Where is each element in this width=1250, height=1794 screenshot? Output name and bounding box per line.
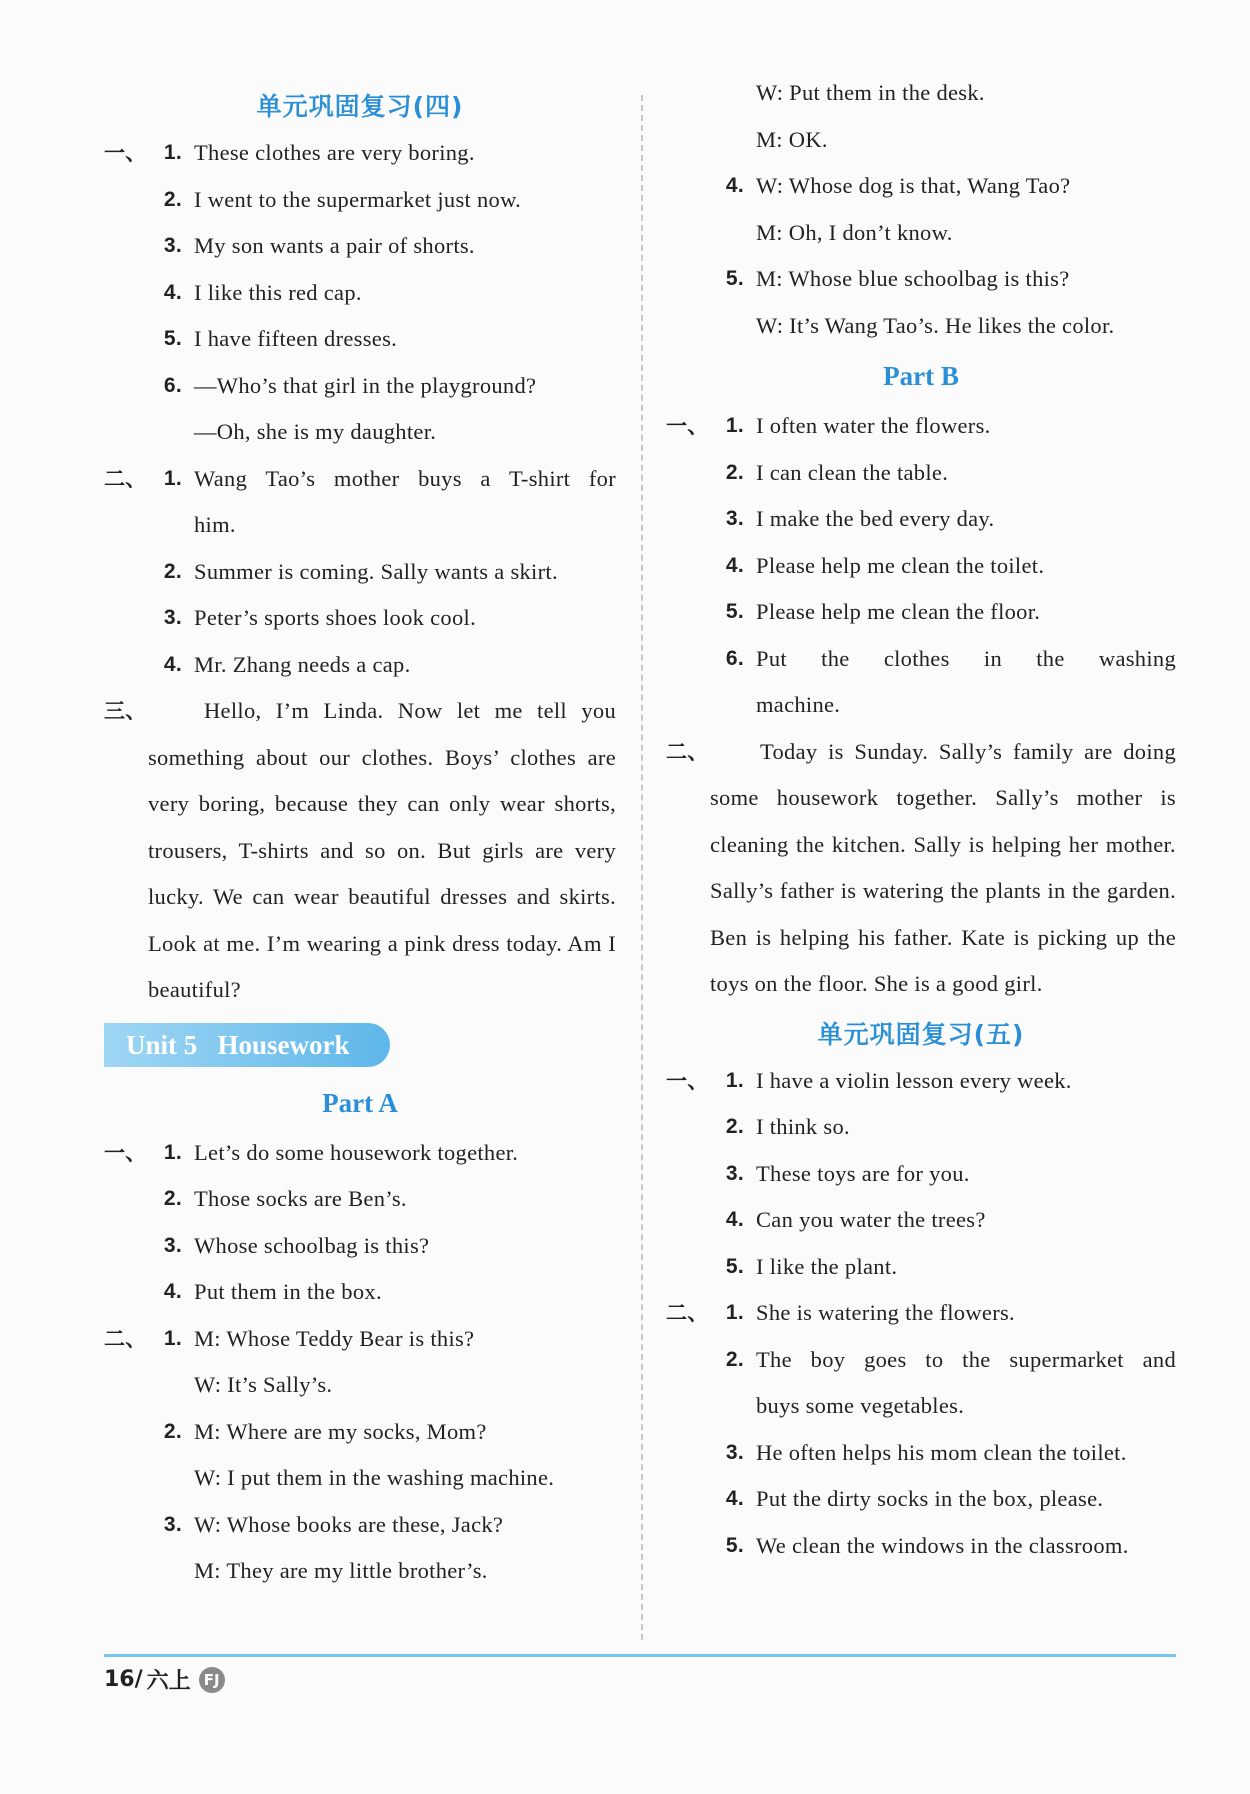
list-item (666, 1383, 1176, 1430)
item-number (710, 210, 756, 257)
item-text: I have a violin lesson every week. (756, 1067, 1072, 1093)
part-a-heading: Part A (322, 1087, 398, 1118)
section-label (104, 270, 148, 317)
item-number (710, 303, 756, 350)
list-item (104, 456, 616, 503)
item-text: Mr. Zhang needs a cap. (194, 651, 411, 677)
grade-label: 六上 (146, 1669, 191, 1694)
list-item (104, 1455, 616, 1502)
item-number: 3. (725, 1161, 744, 1185)
item-number: 5. (725, 600, 744, 623)
item-number: 1. (163, 141, 182, 164)
item-number: 1. (163, 1326, 182, 1350)
section-label (666, 682, 710, 729)
page-footer (104, 1664, 225, 1695)
section-label: 一、 (666, 1068, 709, 1093)
passage-text (104, 688, 616, 1014)
list-item (104, 130, 616, 177)
item-number: 1. (725, 414, 744, 437)
item-text: I make the bed every day. (756, 506, 995, 531)
list-item (104, 409, 616, 456)
item-number (710, 682, 756, 729)
section-label (666, 163, 710, 210)
item-text: I can clean the table. (756, 459, 949, 485)
item-number: 3. (725, 507, 744, 530)
section-label: 一、 (104, 1140, 147, 1165)
list-item (104, 316, 616, 363)
list-item (666, 403, 1176, 450)
list-item (104, 642, 616, 689)
left-column (104, 84, 616, 1595)
list-item (666, 1104, 1176, 1151)
section-label (104, 502, 148, 549)
review-heading-5: 单元巩固复习(五) (817, 1019, 1025, 1049)
review-heading-4: 单元巩固复习(四) (256, 92, 464, 121)
section-r-cont (666, 70, 1176, 349)
section-label (666, 70, 710, 117)
section-label (104, 1548, 148, 1595)
section-l-a2 (104, 1316, 616, 1595)
section-label (104, 595, 148, 642)
item-text: My son wants a pair of shorts. (194, 233, 475, 258)
section-label (666, 256, 710, 303)
item-text: M: Where are my socks, Mom? (194, 1418, 487, 1444)
item-text: Put the dirty socks in the box, please. (756, 1486, 1104, 1511)
item-text: I often water the flowers. (756, 413, 991, 438)
list-item (104, 1223, 616, 1270)
list-item (666, 589, 1176, 636)
section-r-r1 (666, 1058, 1176, 1291)
list-item (666, 70, 1176, 117)
section-label: 一、 (666, 414, 709, 438)
item-number (710, 1383, 756, 1430)
item-number: 4. (163, 652, 182, 676)
item-number (148, 1548, 194, 1595)
section-label (666, 1383, 710, 1430)
item-number: 6. (163, 373, 182, 397)
item-number: 4. (163, 1280, 182, 1303)
list-item (104, 223, 616, 270)
list-item (666, 682, 1176, 729)
passage-text (666, 729, 1176, 1008)
item-text: These clothes are very boring. (194, 140, 475, 165)
list-item (104, 177, 616, 224)
item-text: M: OK. (756, 126, 828, 152)
section-label: 三、 (104, 699, 147, 723)
item-number: 5. (725, 1254, 744, 1278)
edition-badge: FJ (199, 1667, 225, 1693)
item-text: The boy goes to the supermarket and (756, 1346, 1176, 1372)
item-text: Whose schoolbag is this? (194, 1232, 430, 1258)
item-number: 3. (163, 1233, 182, 1257)
list-item (666, 163, 1176, 210)
list-item (666, 1058, 1176, 1105)
section-label (104, 316, 148, 363)
item-text: him. (194, 512, 236, 537)
item-text: W: Whose books are these, Jack? (194, 1511, 504, 1537)
section-label (666, 1476, 710, 1523)
section-label (104, 1362, 148, 1409)
section-label (666, 589, 710, 636)
section-label (104, 1409, 148, 1456)
item-number: 4. (163, 280, 182, 304)
item-text: We clean the windows in the classroom. (756, 1532, 1129, 1558)
item-text: W: I put them in the washing machine. (194, 1465, 555, 1490)
item-text: Peter’s sports shoes look cool. (194, 605, 476, 630)
item-text: W: Whose dog is that, Wang Tao? (756, 173, 1071, 198)
section-label (104, 1455, 148, 1502)
section-label (666, 1244, 710, 1291)
unit-banner (104, 1014, 616, 1076)
section-label (104, 177, 148, 224)
item-text: W: It’s Sally’s. (194, 1372, 333, 1397)
section-label: 二、 (104, 466, 147, 491)
section-label (666, 496, 710, 543)
item-number (148, 409, 194, 456)
item-text: Put the clothes in the washing (756, 645, 1176, 671)
item-number: 3. (163, 1512, 182, 1536)
item-number (148, 1455, 194, 1502)
item-text: I think so. (756, 1114, 850, 1139)
list-item (104, 502, 616, 549)
item-text: Summer is coming. Sally wants a skirt. (194, 558, 558, 584)
section-label (104, 1223, 148, 1270)
item-text: I have fifteen dresses. (194, 326, 398, 351)
part-b-heading: Part B (883, 361, 959, 391)
section-label (104, 549, 148, 596)
item-number: 3. (163, 234, 182, 257)
item-number: 2. (725, 1347, 744, 1371)
item-text: Let’s do some housework together. (194, 1139, 519, 1165)
list-item (104, 1409, 616, 1456)
list-item (666, 1476, 1176, 1523)
list-item (104, 363, 616, 410)
item-number: 5. (725, 1533, 744, 1557)
list-item (666, 303, 1176, 350)
item-text: —Who’s that girl in the playground? (194, 372, 537, 398)
item-number (710, 70, 756, 117)
section-label (666, 636, 710, 683)
list-item (104, 1548, 616, 1595)
section-label: 二、 (666, 739, 709, 764)
item-number: 2. (163, 187, 182, 211)
item-text: Wang Tao’s mother buys a T-shirt for (194, 465, 616, 491)
item-text: buys some vegetables. (756, 1393, 965, 1418)
item-text: Those socks are Ben’s. (194, 1186, 407, 1211)
item-text: Put them in the box. (194, 1279, 382, 1304)
item-text: machine. (756, 692, 841, 717)
section-r-b1 (666, 403, 1176, 729)
passage-body: Today is Sunday. Sally’s family are doing some housework together. Sally’s mother is cleaning the kitchen. Sally is helping her mother. Sally’s father is watering the plants in the garden. Ben is helping his father. Kate is picking up the toys on the floor. She is a good girl. (710, 738, 1176, 996)
item-number: 4. (725, 174, 744, 197)
item-number (148, 1362, 194, 1409)
section-label (104, 642, 148, 689)
section-label: 二、 (104, 1326, 147, 1351)
section-label: 一、 (104, 141, 147, 165)
item-number: 1. (725, 1301, 744, 1324)
section-label (666, 210, 710, 257)
section-label (104, 363, 148, 410)
passage-sally (666, 729, 1176, 1008)
item-number (148, 502, 194, 549)
item-text: These toys are for you. (756, 1160, 970, 1186)
item-text: M: Whose blue schoolbag is this? (756, 266, 1070, 291)
column-divider (641, 95, 643, 1640)
passage-body: Hello, I’m Linda. Now let me tell you something about our clothes. Boys’ clothes are very boring, because they can only wear shorts, trousers, T-shirts and so on. But girls are very lucky. We can wear beautiful dresses and skirts. Look at me. I’m wearing a pink dress today. Am I beautiful? (148, 698, 616, 1002)
list-item (104, 1269, 616, 1316)
section-label (104, 1269, 148, 1316)
section-label (104, 409, 148, 456)
passage-linda (104, 688, 616, 1014)
item-text: M: Whose Teddy Bear is this? (194, 1325, 475, 1351)
list-item (104, 595, 616, 642)
list-item (666, 636, 1176, 683)
item-text: He often helps his mom clean the toilet. (756, 1439, 1127, 1465)
section-label (666, 303, 710, 350)
item-number: 2. (163, 559, 182, 583)
list-item (666, 1244, 1176, 1291)
page-number: 16/ (104, 1667, 143, 1692)
item-text: Please help me clean the toilet. (756, 552, 1045, 578)
list-item (104, 1362, 616, 1409)
list-item (666, 450, 1176, 497)
list-item (666, 1523, 1176, 1570)
section-label (666, 450, 710, 497)
item-text: I like this red cap. (194, 279, 362, 305)
section-label (666, 1430, 710, 1477)
section-label: 二、 (666, 1301, 709, 1325)
section-label (666, 1337, 710, 1384)
footer-rule (104, 1654, 1176, 1657)
item-number: 2. (725, 460, 744, 484)
item-number: 6. (725, 646, 744, 670)
list-item (666, 210, 1176, 257)
item-text: M: They are my little brother’s. (194, 1558, 488, 1583)
item-number: 4. (725, 1208, 744, 1231)
list-item (104, 549, 616, 596)
list-item (666, 1151, 1176, 1198)
section-label (104, 223, 148, 270)
section-r-r2 (666, 1290, 1176, 1569)
section-l-s1 (104, 130, 616, 456)
item-number (710, 117, 756, 164)
list-item (666, 1290, 1176, 1337)
list-item (666, 256, 1176, 303)
list-item (104, 270, 616, 317)
item-number: 1. (163, 1140, 182, 1164)
item-text: M: Oh, I don’t know. (756, 219, 953, 245)
item-number: 2. (163, 1419, 182, 1443)
list-item (666, 117, 1176, 164)
list-item (104, 1316, 616, 1363)
item-text: Can you water the trees? (756, 1207, 986, 1232)
section-label (666, 543, 710, 590)
item-number: 1. (725, 1068, 744, 1092)
list-item (666, 543, 1176, 590)
section-label (666, 1197, 710, 1244)
item-text: W: Put them in the desk. (756, 80, 985, 105)
item-number: 3. (163, 606, 182, 629)
item-text: She is watering the flowers. (756, 1300, 1015, 1325)
list-item (666, 1197, 1176, 1244)
right-column (666, 70, 1176, 1569)
section-label (666, 1104, 710, 1151)
item-number: 5. (163, 327, 182, 350)
section-l-s2 (104, 456, 616, 689)
section-label (666, 1523, 710, 1570)
item-text: Please help me clean the floor. (756, 599, 1041, 624)
item-number: 3. (725, 1440, 744, 1464)
list-item (666, 1337, 1176, 1384)
item-number: 4. (725, 553, 744, 577)
list-item (104, 1130, 616, 1177)
item-text: I went to the supermarket just now. (194, 186, 522, 212)
section-label (104, 1502, 148, 1549)
item-number: 4. (725, 1487, 744, 1510)
section-l-a1 (104, 1130, 616, 1316)
section-label (666, 117, 710, 164)
unit-title: Unit 5 Housework (104, 1023, 390, 1067)
list-item (104, 1176, 616, 1223)
item-number: 1. (163, 466, 182, 490)
list-item (104, 1502, 616, 1549)
item-number: 5. (725, 267, 744, 290)
item-text: —Oh, she is my daughter. (194, 419, 437, 444)
section-label (666, 1151, 710, 1198)
list-item (666, 1430, 1176, 1477)
section-label (104, 1176, 148, 1223)
item-number: 2. (725, 1115, 744, 1138)
item-number: 2. (163, 1187, 182, 1210)
list-item (666, 496, 1176, 543)
item-text: W: It’s Wang Tao’s. He likes the color. (756, 312, 1115, 338)
item-text: I like the plant. (756, 1253, 898, 1279)
